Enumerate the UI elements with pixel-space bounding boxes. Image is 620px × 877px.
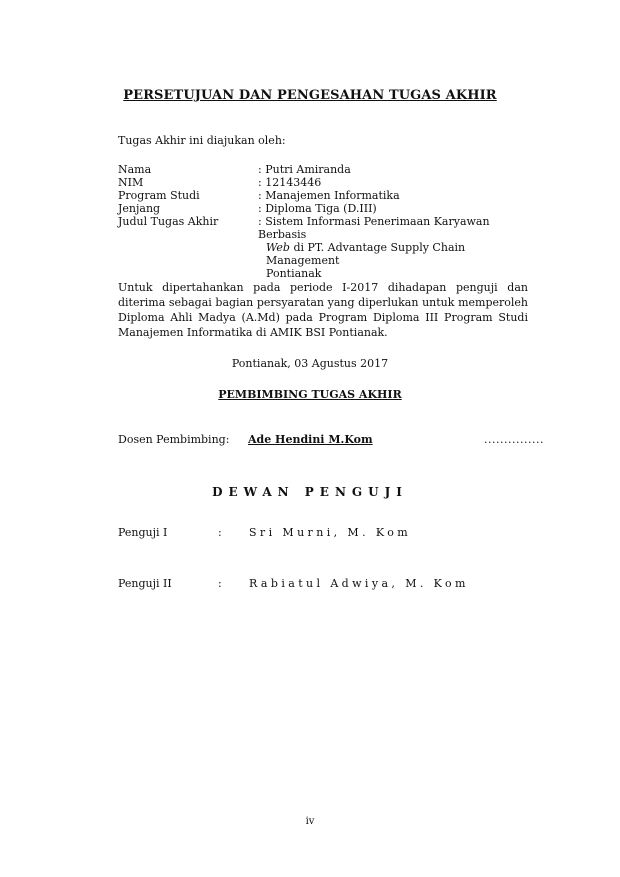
program-studi-value: : Manajemen Informatika	[258, 189, 400, 202]
judul-label: Judul Tugas Akhir	[118, 215, 219, 228]
judul-line-2	[258, 241, 528, 267]
jenjang-value: : Diploma Tiga (D.III)	[258, 202, 377, 215]
page-title: PERSETUJUAN DAN PENGESAHAN TUGAS AKHIR	[123, 88, 497, 103]
place-date: Pontianak, 03 Agustus 2017	[231, 357, 389, 370]
intro-text: Tugas Akhir ini diajukan oleh:	[118, 134, 286, 147]
penguji-2-label: Penguji II	[118, 577, 172, 590]
nama-label: Nama	[118, 163, 152, 176]
penguji-1-name: Sri Murni, M. Kom	[249, 526, 412, 539]
judul-line-3: Pontianak	[266, 267, 322, 280]
pembimbing-heading: PEMBIMBING TUGAS AKHIR	[218, 388, 402, 401]
penguji-1-label: Penguji I	[118, 526, 168, 539]
judul-web-word: Web	[266, 241, 290, 254]
judul-line-2-rest: di PT. Advantage Supply Chain Management	[266, 241, 466, 267]
jenjang-label: Jenjang	[118, 202, 161, 215]
nama-value: : Putri Amiranda	[258, 163, 351, 176]
penguji-2-name: Rabiatul Adwiya, M. Kom	[249, 577, 469, 590]
nim-label: NIM	[118, 176, 144, 189]
nim-value: : 12143446	[258, 176, 322, 189]
page-number: iv	[305, 816, 315, 827]
judul-value	[258, 215, 528, 280]
judul-line-1: : Sistem Informasi Penerimaan Karyawan Berbasis	[258, 215, 490, 241]
dosen-name: Ade Hendini M.Kom	[248, 433, 373, 446]
penguji-1-colon: :	[218, 526, 222, 539]
dosen-signature-line: ...............	[484, 433, 544, 446]
dosen-label: Dosen Pembimbing:	[118, 433, 230, 446]
program-studi-label: Program Studi	[118, 189, 200, 202]
statement-paragraph: Untuk dipertahankan pada periode I-2017 dihadapan penguji dan diterima sebagai bagian persyaratan yang diperlukan untuk memperoleh Diploma Ahli Madya (A.Md) pada Program Diploma III Program Studi Manajemen Informatika di AMIK BSI Pontianak.	[118, 281, 528, 339]
penguji-2-colon: :	[218, 577, 222, 590]
dewan-penguji-heading: DEWAN PENGUJI	[212, 485, 408, 499]
